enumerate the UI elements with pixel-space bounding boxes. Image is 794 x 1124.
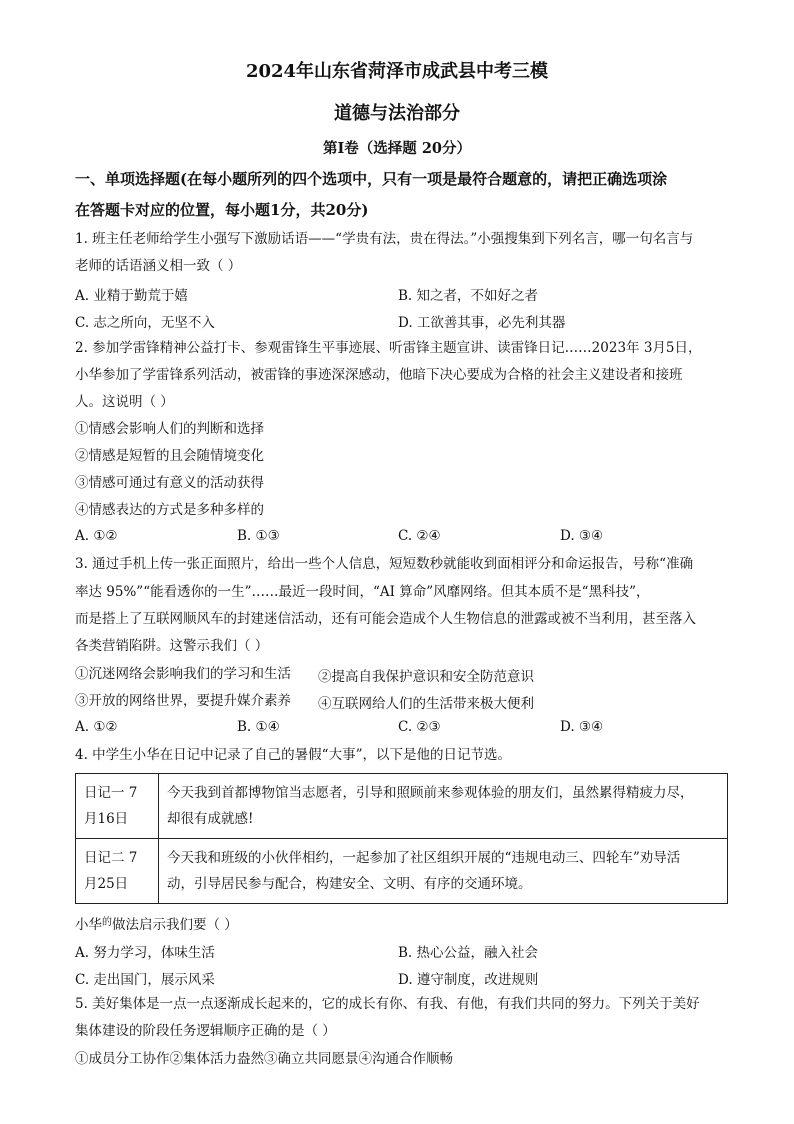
- q1-option-c: C. 志之所向，无坚不入: [75, 315, 215, 331]
- section-instruction-line1: 一、单项选择题(在每小题所列的四个选项中，只有一项是最符合题意的，请把正确选项涂: [75, 170, 668, 188]
- q3-statement-1: ①沉迷网络会影响我们的学习和生活: [75, 666, 291, 682]
- diary-row: [76, 774, 728, 839]
- q3-option-c: C. ②③: [398, 719, 441, 735]
- q2-stem-line3: 人。这说明（ ）: [75, 394, 174, 410]
- q2-stem-line2: 小华参加了学雷锋系列活动，被雷锋的事迹深深感动，他暗下决心要成为合格的社会主义建设者和接班: [75, 367, 683, 383]
- diary-date-line2: 月16日: [84, 811, 129, 827]
- q3-stem-line4: 各类营销陷阱。这警示我们（ ）: [75, 638, 269, 654]
- diary-text-line1: 今天我到首都博物馆当志愿者，引导和照顾前来参观体验的朋友们，虽然累得精疲力尽，: [167, 785, 694, 801]
- volume-heading: 第Ⅰ卷（选择题 20分）: [322, 140, 471, 157]
- q4-stem: [75, 914, 238, 934]
- q2-statement-3: ③情感可通过有意义的活动获得: [75, 475, 264, 491]
- q3-stem-line1: 3. 通过手机上传一张正面照片，给出一些个人信息，短短数秒就能收到面相评分和命运报告，号称“准确: [75, 556, 694, 572]
- q2-option-a: A. ①②: [75, 528, 118, 544]
- q1-option-d: D. 工欲善其事，必先利其器: [398, 315, 566, 331]
- q2-statement-2: ②情感是短暂的且会随情境变化: [75, 448, 264, 464]
- diary-text-line2: 却很有成就感!: [167, 811, 254, 827]
- q1-option-a: A. 业精于勤荒于嬉: [75, 288, 188, 304]
- q4-option-a: A. 努力学习，体味生活: [75, 945, 215, 961]
- q1-stem-line2: 老师的话语涵义相一致（ ）: [75, 258, 242, 274]
- q5-stem-line1: 5. 美好集体是一点一点逐渐成长起来的，它的成长有你、有我、有他，有我们共同的努力。下列关于美好: [75, 996, 700, 1012]
- q3-stem-line3: 而是搭上了互联网顺风车的封建迷信活动，还有可能会造成个人生物信息的泄露或被不当利用，甚至落入: [75, 611, 696, 627]
- q4-option-c: C. 走出国门，展示风采: [75, 972, 215, 988]
- q4-stem-post: 做法启示我们要（ ）: [112, 917, 238, 933]
- diary-table: [75, 773, 728, 904]
- section-instruction-line2: 在答题卡对应的位置，每小题1分，共20分): [75, 201, 369, 219]
- q3-statement-2: ②提高自我保护意识和安全防范意识: [318, 669, 534, 685]
- q3-option-b: B. ①④: [237, 719, 280, 735]
- q5-stem-line2: 集体建设的阶段任务逻辑顺序正确的是（ ）: [75, 1023, 336, 1039]
- q3-statement-4: ④互联网给人们的生活带来极大便利: [318, 696, 534, 712]
- q2-stem-line1: 2. 参加学雷锋精神公益打卡、参观雷锋生平事迹展、听雷锋主题宣讲、读雷锋日记……2023年 3月5日，: [75, 340, 702, 356]
- q3-statement-3: ③开放的网络世界，要提升媒介素养: [75, 693, 291, 709]
- q5-statements: ①成员分工协作②集体活力盎然③确立共同愿景④沟通合作顺畅: [75, 1051, 453, 1067]
- diary-text-line1: 今天我和班级的小伙伴相约，一起参加了社区组织开展的“违规电动三、四轮车”劝导活: [167, 850, 681, 866]
- q2-statement-1: ①情感会影响人们的判断和选择: [75, 421, 264, 437]
- q2-option-d: D. ③④: [560, 528, 604, 544]
- diary-date-cell: [76, 774, 159, 839]
- q1-option-b: B. 知之者，不如好之者: [398, 288, 539, 304]
- exam-subtitle: 道德与法治部分: [334, 103, 460, 124]
- q2-option-c: C. ②④: [398, 528, 441, 544]
- q4-intro: 4. 中学生小华在日记中记录了自己的暑假“大事”，以下是他的日记节选。: [75, 747, 511, 763]
- q4-stem-pre: 小华: [75, 917, 102, 933]
- q4-stem-de: 的: [102, 917, 112, 928]
- diary-date-line1: 日记二 7: [84, 850, 138, 866]
- q2-option-b: B. ①③: [237, 528, 280, 544]
- q4-option-b: B. 热心公益，融入社会: [398, 945, 539, 961]
- q4-option-d: D. 遵守制度，改进规则: [398, 972, 539, 988]
- diary-date-line1: 日记一 7: [84, 785, 138, 801]
- diary-date-cell: [76, 839, 159, 904]
- q3-option-d: D. ③④: [560, 719, 604, 735]
- q2-statement-4: ④情感表达的方式是多种多样的: [75, 502, 264, 518]
- diary-text-line2: 动，引导居民参与配合，构建安全、文明、有序的交通环境。: [167, 876, 532, 892]
- exam-title: 2024年山东省菏泽市成武县中考三模: [245, 61, 549, 82]
- diary-date-line2: 月25日: [84, 876, 129, 892]
- q3-stem-line2: 率达 95%”“能看透你的一生”……最近一段时间，“AI 算命”风靡网络。但其本质不是“黑科技”，: [75, 584, 650, 600]
- q3-option-a: A. ①②: [75, 719, 118, 735]
- diary-text-cell: [159, 839, 728, 904]
- q1-stem-line1: 1. 班主任老师给学生小强写下激励话语——“学贵有法，贵在得法。”小强搜集到下列名言，哪一句名言与: [75, 231, 694, 247]
- diary-row: [76, 839, 728, 904]
- diary-text-cell: [159, 774, 728, 839]
